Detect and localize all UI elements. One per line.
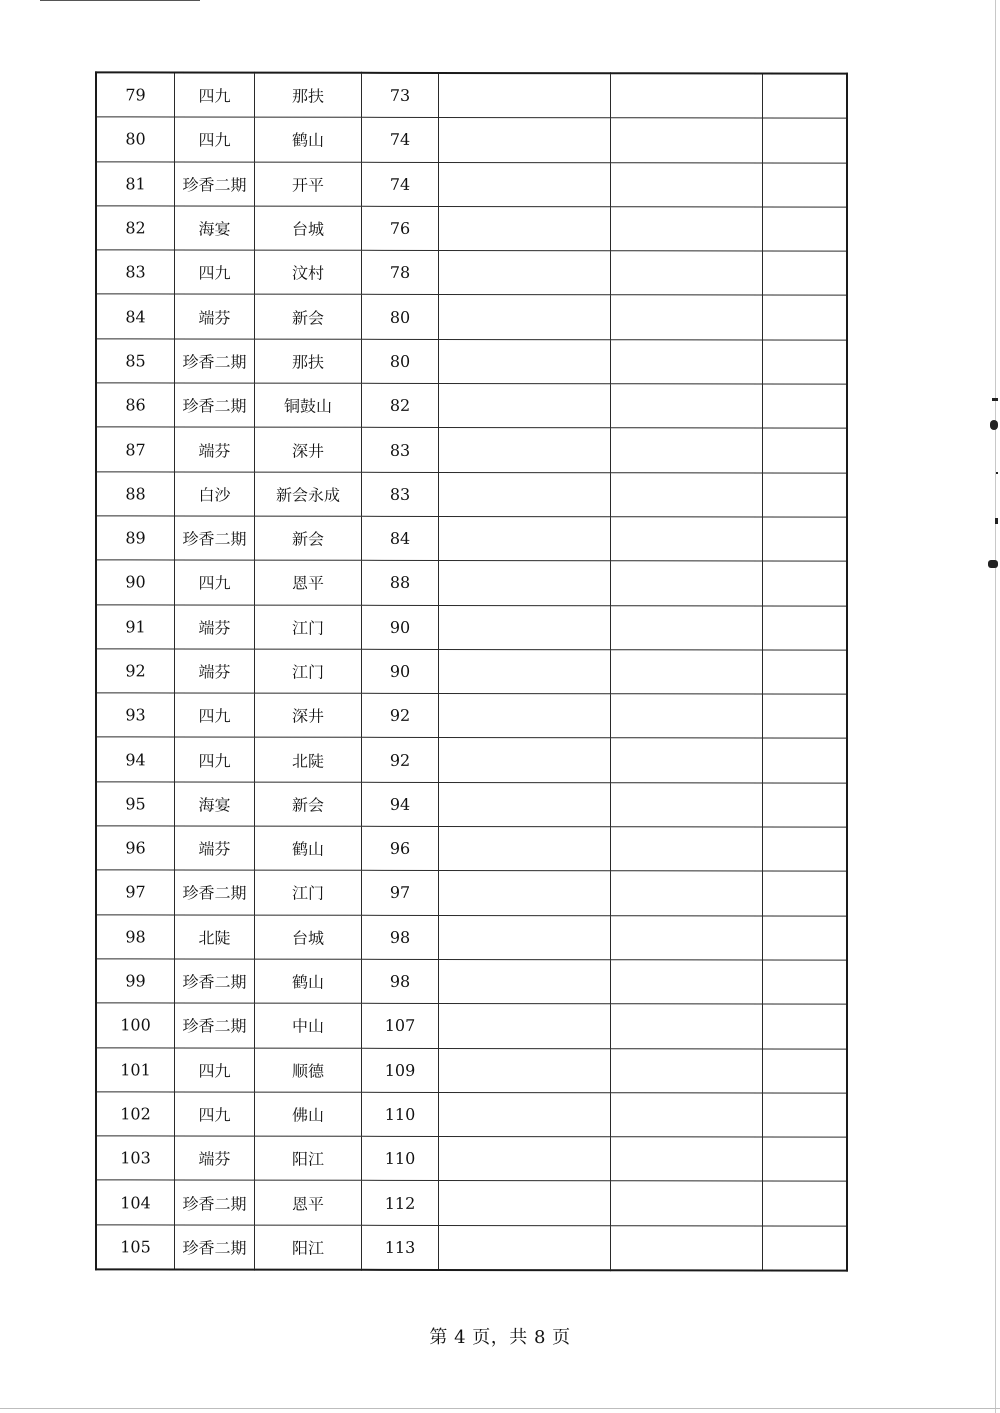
- table-row: [96, 693, 847, 739]
- empty-cell: [439, 1137, 611, 1182]
- empty-cell: [611, 118, 763, 163]
- variety-cell: 白沙: [175, 472, 255, 516]
- row-number-cell: 82: [96, 206, 175, 250]
- value-cell: 110: [362, 1136, 439, 1180]
- empty-cell: [439, 959, 611, 1004]
- empty-cell: [439, 1048, 611, 1093]
- empty-cell: [763, 428, 848, 472]
- empty-cell: [763, 118, 848, 162]
- row-number-cell: 92: [96, 649, 175, 693]
- empty-cell: [611, 295, 763, 340]
- value-cell: 110: [362, 1092, 439, 1136]
- empty-cell: [763, 738, 848, 782]
- empty-cell: [763, 606, 848, 650]
- row-number-cell: 95: [96, 782, 175, 826]
- scan-artifact-right-edge: [995, 0, 996, 1413]
- location-cell: 江门: [255, 649, 362, 693]
- empty-cell: [611, 605, 763, 650]
- variety-cell: 珍香二期: [175, 1003, 255, 1047]
- variety-cell: 珍香二期: [175, 162, 255, 206]
- variety-cell: 四九: [175, 693, 255, 737]
- location-cell: 阳江: [255, 1225, 362, 1270]
- location-cell: 佛山: [255, 1092, 362, 1136]
- empty-cell: [611, 871, 763, 916]
- empty-cell: [611, 472, 763, 517]
- variety-cell: 珍香二期: [175, 959, 255, 1003]
- empty-cell: [763, 1004, 848, 1048]
- empty-cell: [763, 871, 848, 915]
- table-row: [96, 1047, 847, 1093]
- variety-cell: 珍香二期: [175, 383, 255, 427]
- empty-cell: [611, 340, 763, 385]
- empty-cell: [439, 295, 611, 340]
- location-cell: 新会: [255, 782, 362, 826]
- location-cell: 深井: [255, 693, 362, 737]
- location-cell: 新会: [255, 516, 362, 560]
- empty-cell: [611, 428, 763, 473]
- empty-cell: [611, 694, 763, 739]
- empty-cell: [611, 384, 763, 429]
- value-cell: 74: [362, 162, 439, 206]
- table-row: [96, 959, 847, 1005]
- value-cell: 74: [362, 118, 439, 162]
- empty-cell: [763, 74, 848, 119]
- empty-cell: [439, 1225, 611, 1270]
- row-number-cell: 100: [96, 1003, 175, 1047]
- row-number-cell: 99: [96, 959, 175, 1003]
- location-cell: 中山: [255, 1003, 362, 1047]
- table-row: [96, 206, 847, 252]
- location-cell: 江门: [255, 605, 362, 649]
- empty-cell: [763, 960, 848, 1004]
- table-row: [96, 1225, 847, 1271]
- variety-cell: 海宴: [175, 206, 255, 250]
- table-body: [96, 72, 847, 1270]
- value-cell: 82: [362, 383, 439, 427]
- variety-cell: 珍香二期: [175, 1180, 255, 1224]
- table-row: [96, 826, 847, 872]
- value-cell: 90: [362, 649, 439, 693]
- row-number-cell: 86: [96, 383, 175, 427]
- value-cell: 76: [362, 206, 439, 250]
- table-row: [96, 914, 847, 960]
- variety-cell: 四九: [175, 560, 255, 604]
- empty-cell: [439, 826, 611, 871]
- empty-cell: [439, 738, 611, 783]
- empty-cell: [763, 1226, 848, 1271]
- variety-cell: 端芬: [175, 427, 255, 471]
- location-cell: 鹤山: [255, 826, 362, 870]
- empty-cell: [763, 384, 848, 428]
- empty-cell: [611, 561, 763, 606]
- empty-cell: [439, 251, 611, 296]
- table-row: [96, 1003, 847, 1049]
- variety-cell: 四九: [175, 737, 255, 781]
- location-cell: 新会永成: [255, 472, 362, 516]
- empty-cell: [439, 561, 611, 606]
- row-number-cell: 102: [96, 1092, 175, 1136]
- value-cell: 73: [362, 73, 439, 118]
- empty-cell: [763, 1049, 848, 1093]
- empty-cell: [439, 871, 611, 916]
- empty-cell: [439, 118, 611, 163]
- value-cell: 98: [362, 915, 439, 959]
- value-cell: 96: [362, 826, 439, 870]
- empty-cell: [763, 650, 848, 694]
- variety-cell: 端芬: [175, 649, 255, 693]
- empty-cell: [439, 915, 611, 960]
- variety-cell: 珍香二期: [175, 1225, 255, 1270]
- scan-artifact-top: [40, 0, 200, 4]
- variety-cell: 珍香二期: [175, 516, 255, 560]
- table-row: [96, 1136, 847, 1182]
- row-number-cell: 81: [96, 161, 175, 205]
- table-row: [96, 161, 847, 207]
- table-row: [96, 1092, 847, 1138]
- location-cell: 深井: [255, 427, 362, 471]
- empty-cell: [611, 827, 763, 872]
- value-cell: 107: [362, 1004, 439, 1048]
- row-number-cell: 104: [96, 1180, 175, 1224]
- variety-cell: 端芬: [175, 605, 255, 649]
- value-cell: 83: [362, 428, 439, 472]
- empty-cell: [439, 384, 611, 429]
- value-cell: 83: [362, 472, 439, 516]
- empty-cell: [439, 649, 611, 694]
- scan-artifact-edge-marks: [984, 390, 998, 590]
- row-number-cell: 90: [96, 560, 175, 604]
- table-row: [96, 1180, 847, 1226]
- value-cell: 112: [362, 1181, 439, 1225]
- row-number-cell: 103: [96, 1136, 175, 1180]
- value-cell: 80: [362, 295, 439, 339]
- table-row: [96, 117, 847, 163]
- row-number-cell: 89: [96, 516, 175, 560]
- empty-cell: [611, 650, 763, 695]
- empty-cell: [763, 694, 848, 738]
- empty-cell: [763, 295, 848, 339]
- empty-cell: [439, 605, 611, 650]
- row-number-cell: 80: [96, 117, 175, 161]
- table-row: [96, 870, 847, 916]
- row-number-cell: 79: [96, 72, 175, 117]
- empty-cell: [763, 1181, 848, 1225]
- row-number-cell: 97: [96, 870, 175, 914]
- empty-cell: [763, 340, 848, 384]
- empty-cell: [611, 960, 763, 1005]
- empty-cell: [439, 516, 611, 561]
- location-cell: 台城: [255, 206, 362, 250]
- location-cell: 开平: [255, 162, 362, 206]
- location-cell: 北陡: [255, 738, 362, 782]
- row-number-cell: 93: [96, 693, 175, 737]
- empty-cell: [763, 251, 848, 295]
- scan-artifact-bottom-edge: [0, 1408, 1000, 1409]
- empty-cell: [439, 428, 611, 473]
- variety-cell: 四九: [175, 250, 255, 294]
- variety-cell: 端芬: [175, 826, 255, 870]
- empty-cell: [763, 916, 848, 960]
- variety-cell: 端芬: [175, 294, 255, 338]
- empty-cell: [611, 1093, 763, 1138]
- table-row: [96, 560, 847, 606]
- empty-cell: [439, 694, 611, 739]
- empty-cell: [439, 73, 611, 118]
- row-number-cell: 105: [96, 1225, 175, 1270]
- empty-cell: [763, 827, 848, 871]
- value-cell: 88: [362, 561, 439, 605]
- table-row: [96, 737, 847, 783]
- empty-cell: [439, 1004, 611, 1049]
- row-number-cell: 88: [96, 472, 175, 516]
- location-cell: 顺德: [255, 1048, 362, 1092]
- value-cell: 97: [362, 871, 439, 915]
- value-cell: 80: [362, 339, 439, 383]
- table-row: [96, 649, 847, 695]
- location-cell: 汶村: [255, 250, 362, 294]
- row-number-cell: 87: [96, 427, 175, 471]
- location-cell: 那扶: [255, 339, 362, 383]
- empty-cell: [763, 1093, 848, 1137]
- location-cell: 恩平: [255, 1181, 362, 1225]
- location-cell: 恩平: [255, 560, 362, 604]
- table-row: [96, 516, 847, 562]
- table-row: [96, 427, 847, 473]
- row-number-cell: 94: [96, 737, 175, 781]
- empty-cell: [763, 561, 848, 605]
- variety-cell: 端芬: [175, 1136, 255, 1180]
- location-cell: 阳江: [255, 1136, 362, 1180]
- table-row: [96, 472, 847, 518]
- empty-cell: [611, 73, 763, 118]
- empty-cell: [763, 473, 848, 517]
- location-cell: 鹤山: [255, 117, 362, 161]
- empty-cell: [763, 207, 848, 251]
- empty-cell: [763, 1137, 848, 1181]
- row-number-cell: 101: [96, 1047, 175, 1091]
- variety-cell: 海宴: [175, 782, 255, 826]
- value-cell: 92: [362, 738, 439, 782]
- row-number-cell: 83: [96, 250, 175, 294]
- value-cell: 94: [362, 782, 439, 826]
- value-cell: 92: [362, 693, 439, 737]
- empty-cell: [439, 206, 611, 251]
- empty-cell: [611, 517, 763, 562]
- empty-cell: [439, 339, 611, 384]
- row-number-cell: 98: [96, 914, 175, 958]
- empty-cell: [611, 1225, 763, 1270]
- row-number-cell: 84: [96, 294, 175, 338]
- location-cell: 新会: [255, 295, 362, 339]
- empty-cell: [763, 163, 848, 207]
- empty-cell: [611, 782, 763, 827]
- value-cell: 78: [362, 250, 439, 294]
- value-cell: 109: [362, 1048, 439, 1092]
- empty-cell: [611, 162, 763, 207]
- empty-cell: [439, 1181, 611, 1226]
- variety-cell: 四九: [175, 117, 255, 161]
- empty-cell: [439, 472, 611, 517]
- empty-cell: [611, 738, 763, 783]
- location-cell: 台城: [255, 915, 362, 959]
- empty-cell: [763, 783, 848, 827]
- empty-cell: [611, 915, 763, 960]
- empty-cell: [611, 207, 763, 252]
- table-row: [96, 339, 847, 385]
- table-row: [96, 294, 847, 340]
- value-cell: 84: [362, 516, 439, 560]
- location-cell: 鹤山: [255, 959, 362, 1003]
- empty-cell: [439, 162, 611, 207]
- row-number-cell: 85: [96, 339, 175, 383]
- empty-cell: [611, 1137, 763, 1182]
- page-footer: 第 4 页，共 8 页: [429, 1327, 571, 1348]
- row-number-cell: 96: [96, 826, 175, 870]
- empty-cell: [611, 1004, 763, 1049]
- value-cell: 98: [362, 959, 439, 1003]
- table-row: [96, 604, 847, 650]
- table-row: [96, 782, 847, 828]
- variety-cell: 北陡: [175, 915, 255, 959]
- table-row: [96, 250, 847, 296]
- location-cell: 铜鼓山: [255, 383, 362, 427]
- empty-cell: [763, 517, 848, 561]
- table-row: [96, 383, 847, 429]
- value-cell: 113: [362, 1225, 439, 1270]
- empty-cell: [611, 1048, 763, 1093]
- empty-cell: [611, 1181, 763, 1226]
- variety-cell: 四九: [175, 1092, 255, 1136]
- empty-cell: [611, 251, 763, 296]
- variety-cell: 珍香二期: [175, 339, 255, 383]
- table-row: [96, 72, 847, 118]
- location-cell: 那扶: [255, 73, 362, 118]
- data-table: [95, 71, 848, 1271]
- value-cell: 90: [362, 605, 439, 649]
- variety-cell: 珍香二期: [175, 870, 255, 914]
- empty-cell: [439, 782, 611, 827]
- location-cell: 江门: [255, 870, 362, 914]
- empty-cell: [439, 1092, 611, 1137]
- row-number-cell: 91: [96, 604, 175, 648]
- variety-cell: 四九: [175, 72, 255, 117]
- variety-cell: 四九: [175, 1048, 255, 1092]
